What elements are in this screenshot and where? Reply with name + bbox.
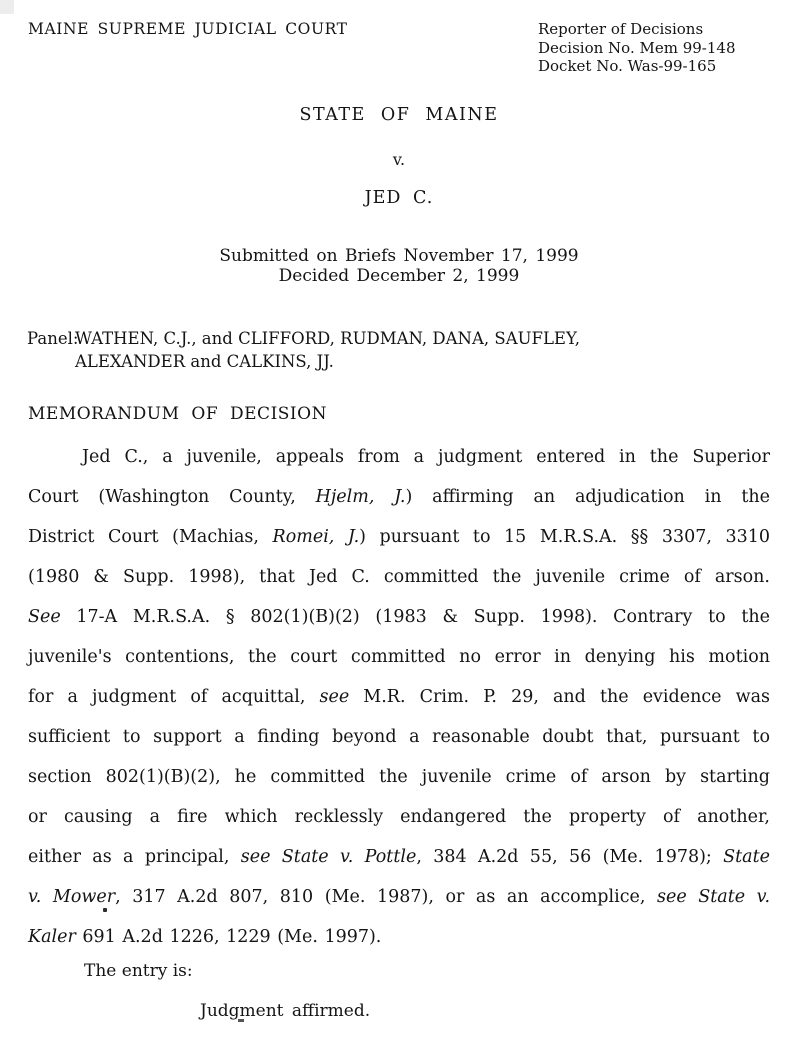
panel-justices bbox=[75, 327, 580, 373]
memorandum-heading: MEMORANDUM OF DECISION bbox=[28, 404, 327, 424]
citation-text: v. Mower bbox=[28, 887, 116, 907]
citation-text: see State v. Pottle bbox=[240, 847, 417, 867]
panel-line: WATHEN, C.J., and CLIFFORD, RUDMAN, DANA, SAUFLEY, bbox=[75, 329, 580, 348]
paragraph-line bbox=[28, 477, 770, 517]
panel-label: Panel: bbox=[27, 329, 79, 348]
paragraph-line bbox=[28, 437, 770, 477]
body-text: 17-A M.R.S.A. § 802(1)(B)(2) (1983 & Supp. 1998). Contrary to the bbox=[60, 607, 770, 627]
body-text: Jed C., a juvenile, appeals from a judgment entered in the Superior bbox=[82, 447, 770, 467]
reporter-line: Reporter of Decisions bbox=[538, 20, 704, 38]
entry-intro: The entry is: bbox=[84, 961, 193, 981]
body-text: section 802(1)(B)(2), he committed the juvenile crime of arson by starting bbox=[28, 767, 770, 787]
decided-date: Decided December 2, 1999 bbox=[278, 266, 520, 286]
paragraph-line bbox=[28, 637, 770, 677]
body-text: or causing a fire which recklessly endangered the property of another, bbox=[28, 807, 770, 827]
body-text: (1980 & Supp. 1998), that Jed C. committed the juvenile crime of arson. bbox=[28, 567, 770, 587]
citation-text: See bbox=[28, 607, 61, 627]
dates-block bbox=[0, 246, 798, 286]
body-text: for a judgment of acquittal, bbox=[28, 687, 320, 707]
citation-text: Romei, J. bbox=[272, 527, 360, 547]
citation-text: see State v. bbox=[656, 887, 771, 907]
paragraph-line bbox=[28, 877, 770, 917]
citation-text: Hjelm, J. bbox=[315, 487, 406, 507]
body-text: Court (Washington County, bbox=[28, 487, 316, 507]
disposition: Judgment affirmed. bbox=[200, 1001, 371, 1021]
citation-text: State bbox=[723, 847, 770, 867]
paragraph-line bbox=[28, 517, 770, 557]
body-text: 691 A.2d 1226, 1229 (Me. 1997). bbox=[75, 927, 382, 947]
scan-artifact bbox=[0, 0, 14, 14]
submitted-date: Submitted on Briefs November 17, 1999 bbox=[219, 246, 579, 266]
body-text: District Court (Machias, bbox=[28, 527, 273, 547]
body-text: sufficient to support a finding beyond a reasonable doubt that, pursuant to bbox=[28, 727, 770, 747]
memorandum-paragraph bbox=[28, 437, 770, 957]
paragraph-line bbox=[28, 797, 770, 837]
paragraph-line bbox=[28, 757, 770, 797]
body-text: , 317 A.2d 807, 810 (Me. 1987), or as an accomplice, bbox=[115, 887, 657, 907]
citation-text: see bbox=[319, 687, 350, 707]
body-text: either as a principal, bbox=[28, 847, 241, 867]
body-text: ) affirming an adjudication in the bbox=[405, 487, 770, 507]
body-text: M.R. Crim. P. 29, and the evidence was bbox=[349, 687, 770, 707]
caption-versus: v. bbox=[392, 150, 406, 169]
body-text: juvenile's contentions, the court committed no error in denying his motion bbox=[28, 647, 770, 667]
paragraph-line bbox=[28, 597, 770, 637]
caption-defendant: JED C. bbox=[364, 188, 434, 208]
panel-block bbox=[27, 327, 580, 373]
body-text: ) pursuant to 15 M.R.S.A. §§ 3307, 3310 bbox=[359, 527, 771, 547]
reporter-block bbox=[538, 20, 736, 76]
citation-text: Kaler bbox=[28, 927, 76, 947]
court-name: MAINE SUPREME JUDICIAL COURT bbox=[28, 20, 348, 38]
paragraph-line bbox=[28, 837, 770, 877]
paragraph-line bbox=[28, 677, 770, 717]
docket-number: Docket No. Was-99-165 bbox=[538, 57, 717, 75]
paragraph-line bbox=[28, 557, 770, 597]
paragraph-line bbox=[28, 717, 770, 757]
body-text: , 384 A.2d 55, 56 (Me. 1978); bbox=[416, 847, 724, 867]
paragraph-line bbox=[28, 917, 770, 957]
panel-line: ALEXANDER and CALKINS, JJ. bbox=[75, 352, 334, 371]
decision-number: Decision No. Mem 99-148 bbox=[538, 38, 736, 57]
caption-plaintiff: STATE OF MAINE bbox=[299, 105, 499, 125]
